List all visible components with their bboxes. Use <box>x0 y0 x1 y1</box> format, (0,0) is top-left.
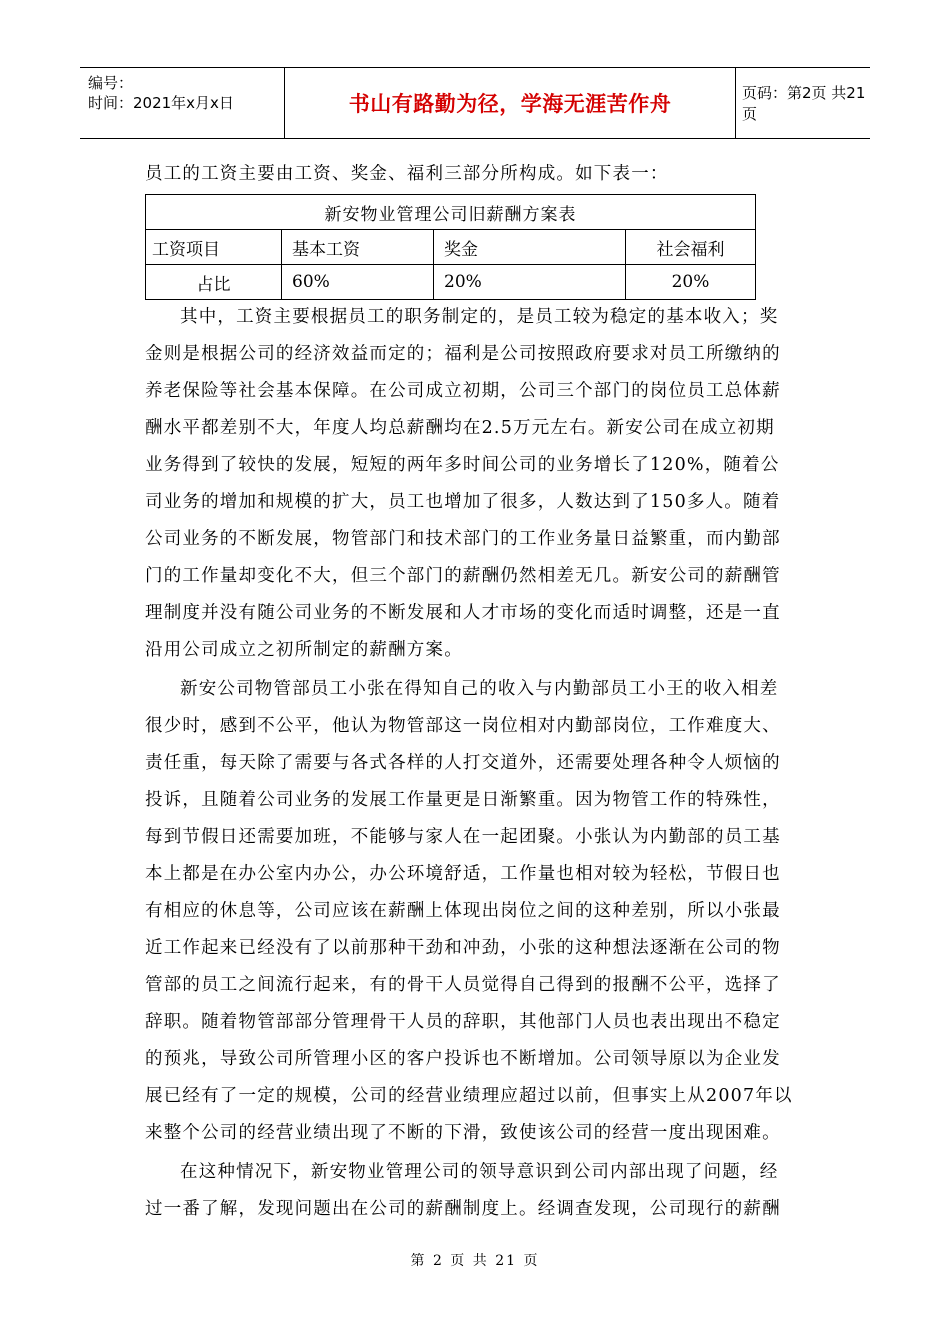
paragraph-line: 养老保险等社会基本保障。在公司成立初期，公司三个部门的岗位员工总体薪 <box>145 381 781 401</box>
paragraph-line: 酬水平都差别不大，年度人均总薪酬均在2.5万元左右。新安公司在成立初期 <box>145 418 775 438</box>
table-cell: 20% <box>434 265 626 300</box>
document-number-label: 编号： <box>88 74 134 92</box>
paragraph-line: 近工作起来已经没有了以前那种干劲和冲劲，小张的这种想法逐渐在公司的物 <box>145 938 781 958</box>
paragraph-line: 来整个公司的经营业绩出现了不断的下滑，致使该公司的经营一度出现困难。 <box>145 1123 781 1143</box>
paragraph-line: 门的工作量却变化不大，但三个部门的薪酬仍然相差无几。新安公司的薪酬管 <box>145 566 781 586</box>
paragraph-line: 每到节假日还需要加班，不能够与家人在一起团聚。小张认为内勤部的员工基 <box>145 827 781 847</box>
paragraph-line: 过一番了解，发现问题出在公司的薪酬制度上。经调查发现，公司现行的薪酬 <box>145 1199 781 1219</box>
paragraph-line: 展已经有了一定的规模，公司的经营业绩理应超过以前，但事实上从2007年以 <box>145 1086 793 1106</box>
header-meta <box>80 68 284 138</box>
paragraph-line: 金则是根据公司的经济效益而定的；福利是公司按照政府要求对员工所缴纳的 <box>145 344 781 364</box>
paragraph-line: 很少时，感到不公平，他认为物管部这一岗位相对内勤部岗位，工作难度大、 <box>145 716 781 736</box>
paragraph-line: 本上都是在办公室内办公，办公环境舒适，工作量也相对较为轻松，节假日也 <box>145 864 781 884</box>
paragraph-line: 辞职。随着物管部部分管理骨干人员的辞职，其他部门人员也表出现出不稳定 <box>145 1012 781 1032</box>
table-header-row <box>146 230 756 265</box>
paragraph-line: 理制度并没有随公司业务的不断发展和人才市场的变化而适时调整，还是一直 <box>145 603 781 623</box>
document-date-label: 时间：2021年x月x日 <box>88 94 234 112</box>
table-cell: 20% <box>626 265 756 300</box>
paragraph-line: 业务得到了较快的发展，短短的两年多时间公司的业务增长了120%，随着公 <box>145 455 780 475</box>
table-cell: 占比 <box>146 265 282 300</box>
paragraph-line: 管部的员工之间流行起来，有的骨干人员觉得自己得到的报酬不公平，选择了 <box>145 975 781 995</box>
table-title-row <box>146 195 756 230</box>
table-header-cell: 基本工资 <box>282 230 434 265</box>
paragraph-line: 其中，工资主要根据员工的职务制定的，是员工较为稳定的基本收入；奖 <box>180 307 779 327</box>
table-header-cell: 社会福利 <box>626 230 756 265</box>
paragraph-line: 的预兆，导致公司所管理小区的客户投诉也不断增加。公司领导原以为企业发 <box>145 1049 781 1069</box>
table-header-cell: 奖金 <box>434 230 626 265</box>
paragraph-line: 有相应的休息等，公司应该在薪酬上体现出岗位之间的这种差别，所以小张最 <box>145 901 781 921</box>
table-cell: 60% <box>282 265 434 300</box>
paragraph-line: 新安公司物管部员工小张在得知自己的收入与内勤部员工小王的收入相差 <box>180 679 779 699</box>
table-header-cell: 工资项目 <box>146 230 282 265</box>
table-data-row <box>146 265 756 300</box>
paragraph-line: 在这种情况下，新安物业管理公司的领导意识到公司内部出现了问题，经 <box>180 1162 779 1182</box>
paragraph-line: 责任重，每天除了需要与各式各样的人打交道外，还需要处理各种令人烦恼的 <box>145 753 781 773</box>
page-header <box>80 67 870 139</box>
table-title: 新安物业管理公司旧薪酬方案表 <box>146 195 756 230</box>
page-indicator: 页码：第2页 共21页 <box>742 84 866 123</box>
salary-table <box>145 194 756 300</box>
header-motto: 书山有路勤为径，学海无涯苦作舟 <box>284 68 736 138</box>
paragraph-line: 沿用公司成立之初所制定的薪酬方案。 <box>145 640 463 660</box>
paragraph-line: 公司业务的不断发展，物管部门和技术部门的工作业务量日益繁重，而内勤部 <box>145 529 781 549</box>
paragraph-line: 投诉，且随着公司业务的发展工作量更是日渐繁重。因为物管工作的特殊性， <box>145 790 781 810</box>
paragraph-line: 司业务的增加和规模的扩大，员工也增加了很多，人数达到了150多人。随着 <box>145 492 781 512</box>
intro-text: 员工的工资主要由工资、奖金、福利三部分所构成。如下表一： <box>145 164 669 184</box>
page-footer: 第 2 页 共 21 页 <box>410 1253 540 1269</box>
